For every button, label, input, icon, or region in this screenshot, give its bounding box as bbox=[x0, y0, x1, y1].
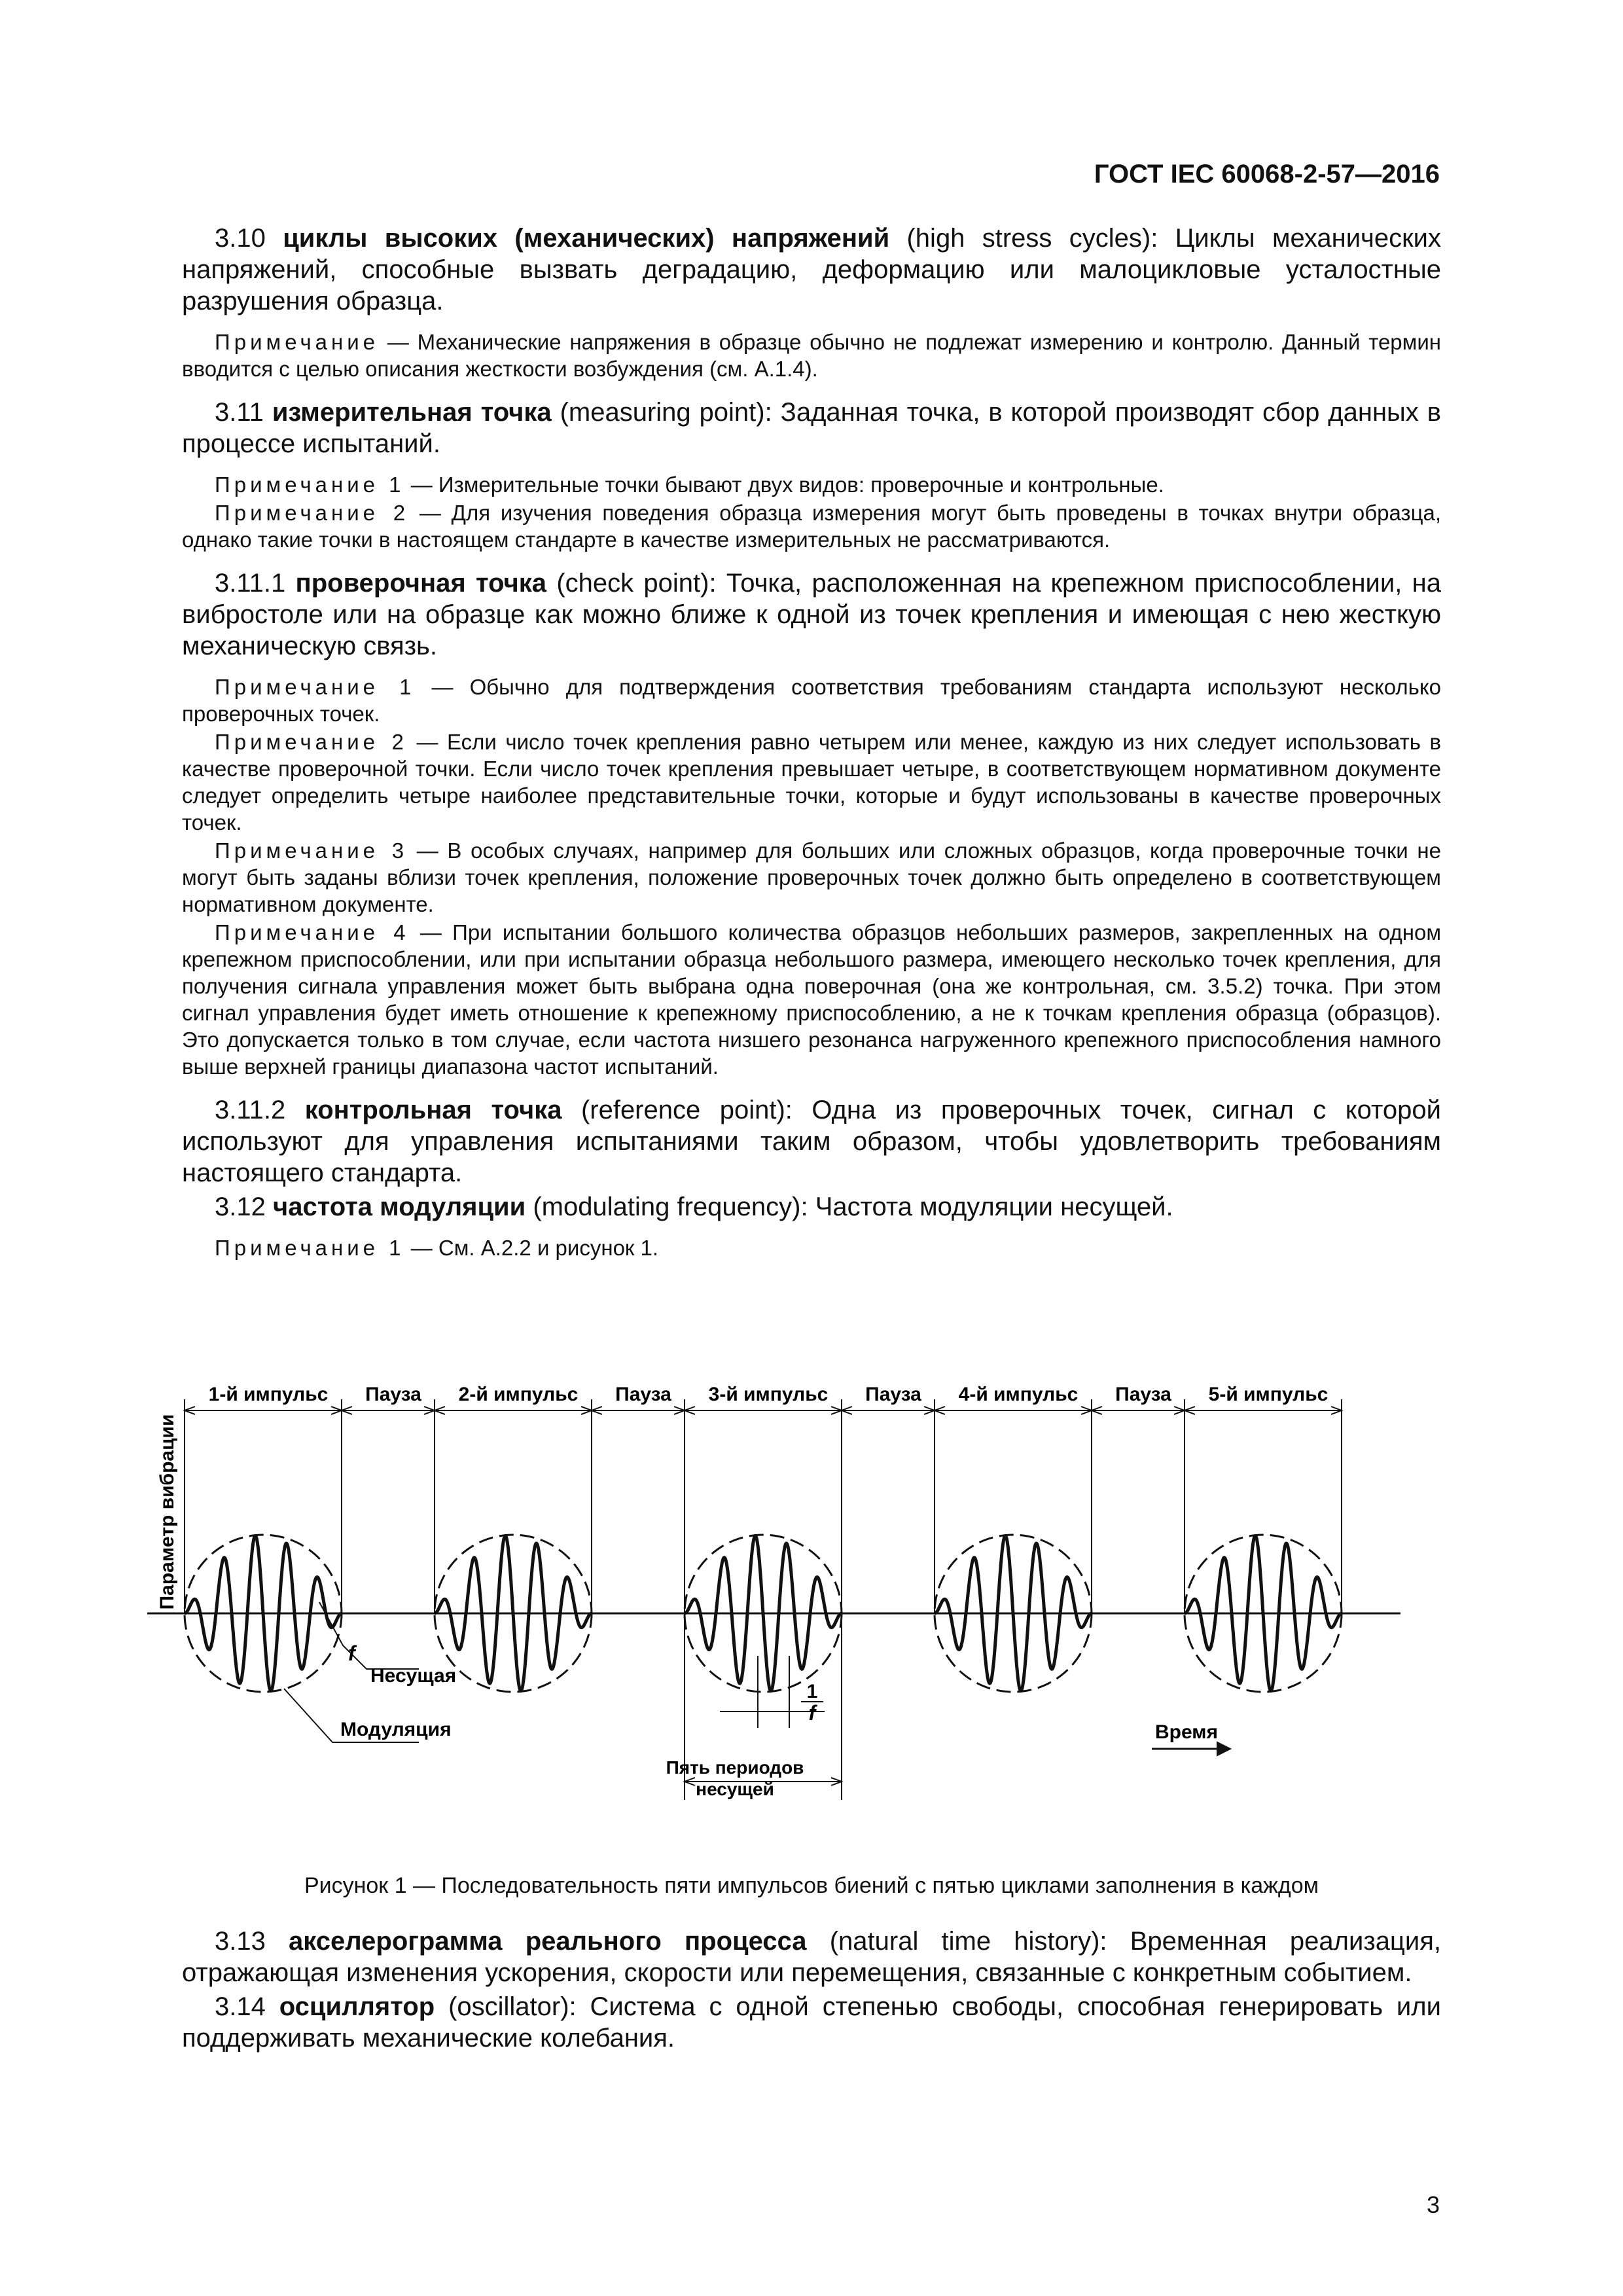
term: осциллятор bbox=[279, 1992, 435, 2021]
carrier-label: Несущая bbox=[370, 1665, 457, 1687]
main-text-continued bbox=[182, 1926, 1441, 2066]
modulation-label: Модуляция bbox=[340, 1719, 452, 1740]
time-arrowhead bbox=[1217, 1742, 1230, 1755]
five-periods-label: Пять периодов bbox=[666, 1757, 804, 1778]
y-axis-label: Параметр вибрации bbox=[156, 1414, 178, 1610]
pause-label-2: Пауза bbox=[615, 1384, 671, 1405]
pause-label-3: Пауза bbox=[865, 1384, 921, 1405]
pulse-label-3: 3-й импульс bbox=[708, 1384, 829, 1405]
fraction-numerator: 1 bbox=[806, 1681, 818, 1702]
term: акселерограмма реального процесса bbox=[289, 1927, 807, 1956]
term: циклы высоких (механических) напряжений bbox=[283, 224, 890, 253]
pause-label-4: Пауза bbox=[1115, 1384, 1171, 1405]
note: Примечание 2 — Если число точек крепления равно четырем или менее, каждую из них следует использовать в качестве проверочной точки. Если число точек крепления превышает четыре, в соответствующем нормативном документе следует определить четыре наиболее представительные точки, которые и будут использованы в качестве проверочных точек. bbox=[182, 730, 1441, 834]
pulse-label-2: 2-й импульс bbox=[458, 1384, 579, 1405]
figure-1-beat-pulses bbox=[144, 1381, 1427, 1820]
clause-3-10: 3.10 циклы высоких (механических) напряжений (high stress cycles): Циклы механических напряжений, способные вызвать деградацию, деформацию или малоцикловые усталостные разрушения образца. bbox=[182, 224, 1441, 315]
note: Примечание 1 — См. А.2.2 и рисунок 1. bbox=[215, 1236, 659, 1260]
main-text bbox=[182, 223, 1441, 1263]
pulse-label-5: 5-й импульс bbox=[1208, 1384, 1329, 1405]
clause-3-13: 3.13 акселерограмма реального процесса (natural time history): Временная реализация, отражающая изменения ускорения, скорости или перемещения, связанные с конкретным событием. bbox=[182, 1927, 1441, 1987]
note: Примечание — Механические напряжения в образце обычно не подлежат измерению и контролю. Данный термин вводится с целью описания жесткости возбуждения (см. А.1.4). bbox=[182, 330, 1442, 381]
clause-3-11-1: 3.11.1 проверочная точка (check point): Точка, расположенная на крепежном приспособлении, на вибростоле или на образце как можно ближе к одной из точек крепления и имеющая с нею жесткую механическую связь. bbox=[182, 569, 1441, 660]
clause-3-14: 3.14 осциллятор (oscillator): Система с одной степенью свободы, способная генерировать или поддерживать механические колебания. bbox=[182, 1992, 1441, 2053]
time-label: Время bbox=[1155, 1721, 1218, 1743]
page-number: 3 bbox=[1426, 2191, 1440, 2218]
figure-caption: Рисунок 1 — Последовательность пяти импульсов биений с пятью циклами заполнения в каждом bbox=[304, 1873, 1319, 1898]
term: контрольная точка bbox=[304, 1096, 562, 1124]
note: Примечание 2 — Для изучения поведения образца измерения могут быть проведены в точках внутри образца, однако такие точки в настоящем стандарте в качестве измерительных не рассматриваются. bbox=[182, 501, 1441, 552]
clause-3-11: 3.11 измерительная точка (measuring point): Заданная точка, в которой производят сбор данных в процессе испытаний. bbox=[182, 398, 1441, 458]
clause-3-12: 3.12 частота модуляции (modulating frequency): Частота модуляции несущей. bbox=[215, 1193, 1173, 1221]
note: Примечание 1 — Измерительные точки бывают двух видов: проверочные и контрольные. bbox=[215, 473, 1164, 497]
pulse-label-1: 1-й импульс bbox=[208, 1384, 329, 1405]
note: Примечание 4 — При испытании большого количества образцов небольших размеров, закрепленных на одном крепежном приспособлении, или при испытании образца небольшого размера, имеющего несколько точек крепления, для получения сигнала управления может быть выбрана одна поверочная (она же контрольная, см. 3.5.2) точка. При этом сигнал управления будет иметь отношение к крепежному приспособлению, а не к точкам крепления образца (образцов). Это допускается только в том случае, если частота низшего резонанса нагруженного крепежного приспособления намного выше верхней границы диапазона частот испытаний. bbox=[182, 920, 1442, 1079]
term: проверочная точка bbox=[295, 569, 547, 598]
term: частота модуляции bbox=[272, 1193, 526, 1221]
note: Примечание 1 — Обычно для подтверждения соответствия требованиям стандарта используют несколько проверочных точек. bbox=[182, 675, 1442, 726]
fraction-denominator: f bbox=[808, 1701, 816, 1725]
term: измерительная точка bbox=[272, 398, 552, 427]
clause-3-11-2: 3.11.2 контрольная точка (reference point): Одна из проверочных точек, сигнал с которой используют для управления испытаниями таким образом, чтобы удовлетворить требованиям настоящего стандарта. bbox=[182, 1096, 1441, 1187]
pause-label-1: Пауза bbox=[365, 1384, 421, 1405]
five-periods-label-2: несущей bbox=[696, 1779, 774, 1799]
pulse-label-4: 4-й импульс bbox=[958, 1384, 1079, 1405]
note: Примечание 3 — В особых случаях, например для больших или сложных образцов, когда проверочные точки не могут быть заданы вблизи точек крепления, положение проверочных точек должно быть определено в соответствующем нормативном документе. bbox=[182, 838, 1441, 916]
carrier-leader bbox=[319, 1602, 419, 1669]
document-header: ГОСТ IEC 60068-2-57—2016 bbox=[1094, 160, 1440, 188]
f-label: f bbox=[348, 1641, 355, 1665]
